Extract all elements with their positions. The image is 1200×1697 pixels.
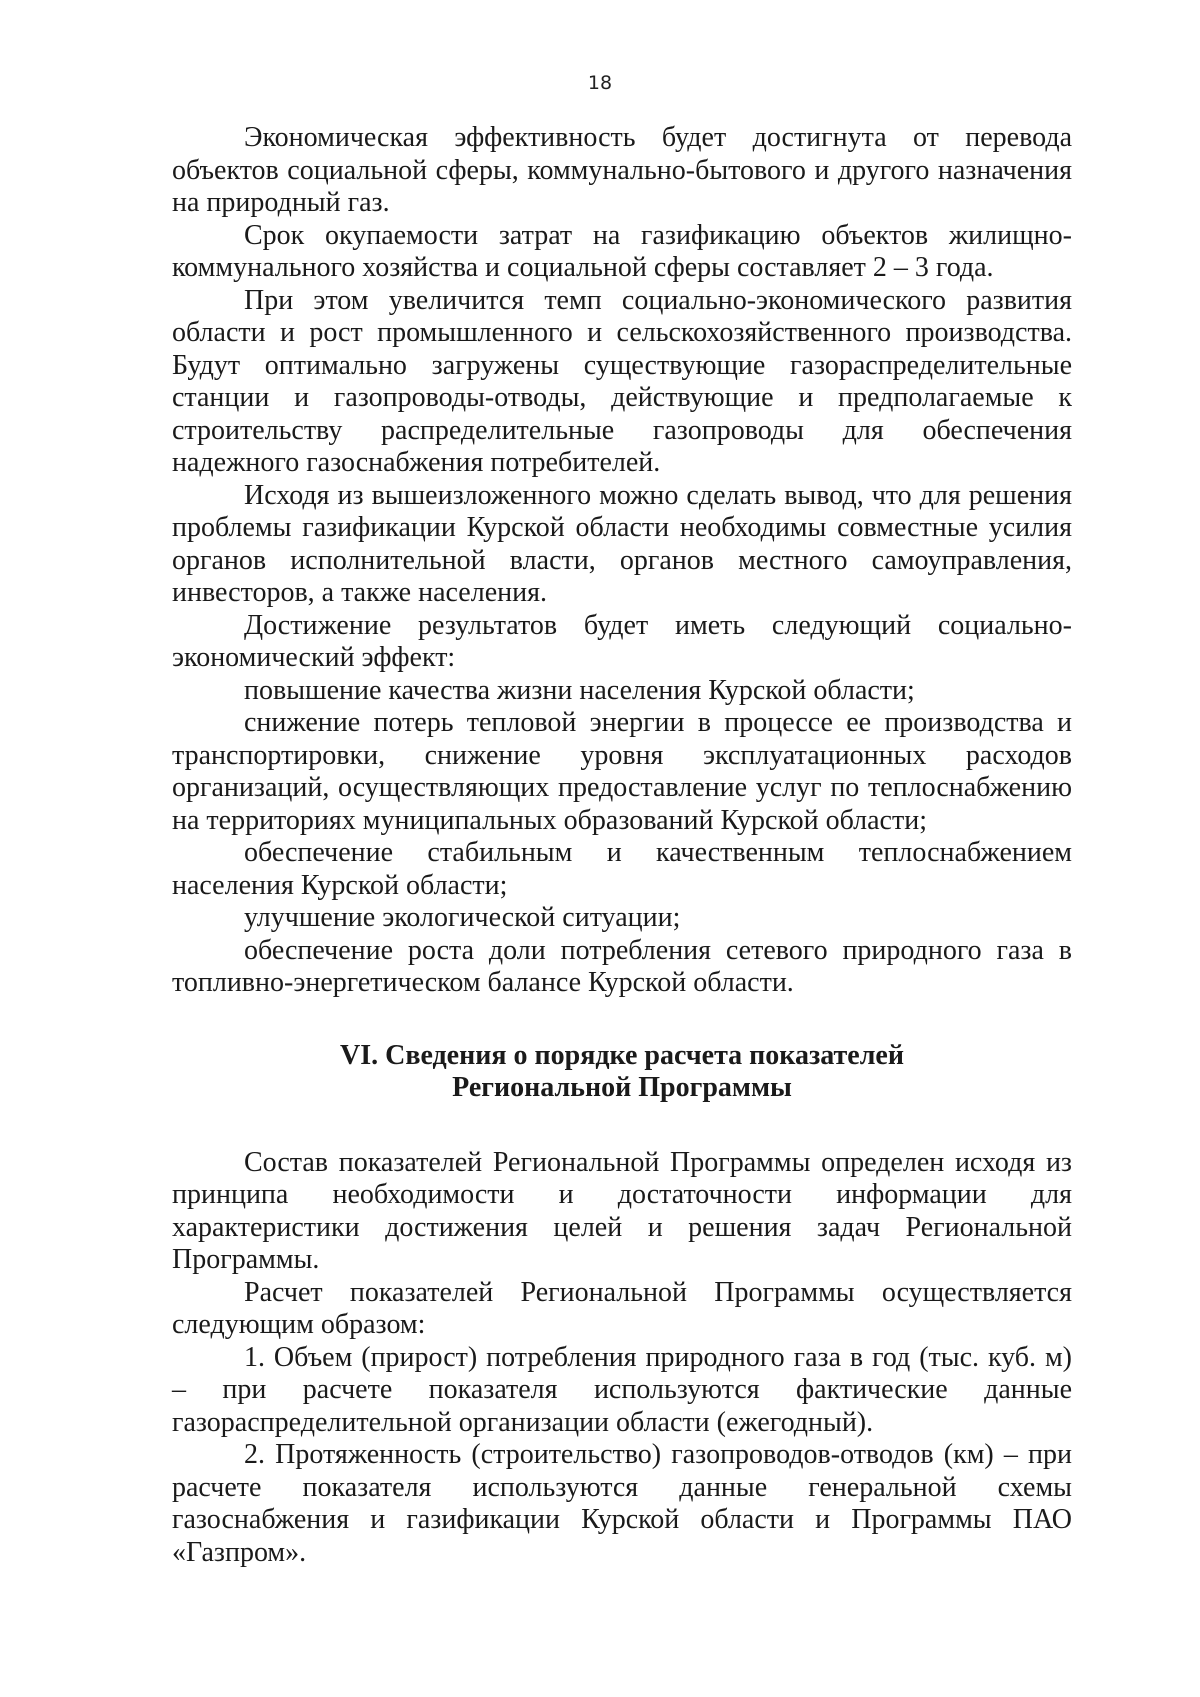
list-item-pipeline-length: 2. Протяженность (строительство) газопроводов-отводов (км) – при расчете показателя используются данные генеральной схемы газоснабжения и газификации Курской области и Программы ПАО «Газпром».	[172, 1439, 1072, 1568]
document-body	[172, 122, 1072, 1569]
list-item-heat-loss-reduction: снижение потерь тепловой энергии в процессе ее производства и транспортировки, снижение уровня эксплуатационных расходов организаций, осуществляющих предоставление услуг по теплоснабжению на территориях муниципальных образований Курской области;	[172, 707, 1072, 836]
page-number: 18	[587, 72, 613, 94]
list-item-stable-heat-supply: обеспечение стабильным и качественным теплоснабжением населения Курской области;	[172, 837, 1072, 901]
list-item-gas-share-growth: обеспечение роста доли потребления сетевого природного газа в топливно-энергетическом балансе Курской области.	[172, 934, 1072, 998]
paragraph-payback-period: Срок окупаемости затрат на газификацию объектов жилищно-коммунального хозяйства и социальной сферы составляет 2 – 3 года.	[172, 219, 1072, 283]
paragraph-calculation-method: Расчет показателей Региональной Программы осуществляется следующим образом:	[172, 1276, 1072, 1340]
paragraph-conclusion: Исходя из вышеизложенного можно сделать вывод, что для решения проблемы газификации Курской области необходимы совместные усилия органов исполнительной власти, органов местного самоуправления, инвесторов, а также населения.	[172, 479, 1072, 608]
list-item-quality-of-life: повышение качества жизни населения Курской области;	[244, 674, 915, 706]
paragraph-indicators-composition: Состав показателей Региональной Программы определен исходя из принципа необходимости и достаточности информации для характеристики достижения целей и решения задач Региональной Программы.	[172, 1146, 1072, 1275]
list-item-gas-volume: 1. Объем (прирост) потребления природного газа в год (тыс. куб. м) – при расчете показателя используются фактические данные газораспределительной организации области (ежегодный).	[172, 1341, 1072, 1438]
paragraph-development-pace: При этом увеличится темп социально-экономического развития области и рост промышленного и сельскохозяйственного производства. Будут оптимально загружены существующие газораспределительные станции и газопроводы-отводы, действующие и предполагаемые к строительству распределительные газопроводы для обеспечения надежного газоснабжения потребителей.	[172, 284, 1072, 478]
section-heading-line-2: Региональной Программы	[452, 1072, 792, 1103]
paragraph-economic-efficiency: Экономическая эффективность будет достигнута от перевода объектов социальной сферы, коммунально-бытового и другого назначения на природный газ.	[172, 122, 1072, 218]
list-item-ecology: улучшение экологической ситуации;	[244, 902, 681, 933]
section-heading	[172, 1040, 1072, 1105]
section-heading-line-1: VI. Сведения о порядке расчета показателей	[340, 1039, 904, 1071]
paragraph-effect-intro: Достижение результатов будет иметь следующий социально-экономический эффект:	[172, 609, 1072, 673]
